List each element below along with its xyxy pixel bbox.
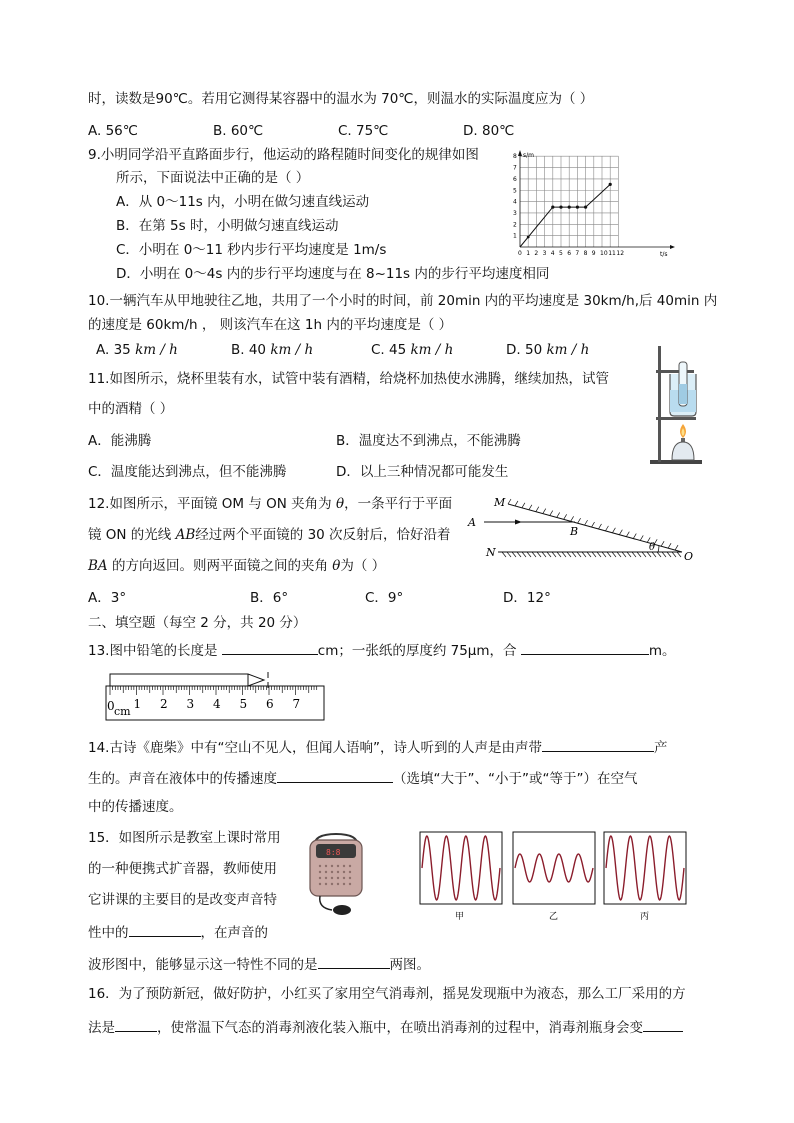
- q9-ytick: 8: [513, 153, 517, 161]
- q9-xtick: 0: [518, 250, 522, 257]
- q15-waveforms: [418, 830, 690, 925]
- q10-stem-line2: 的速度是 60km/h ， 则该汽车在这 1h 内的平均速度是（ ）: [88, 317, 453, 333]
- q13-pencil: [110, 674, 264, 686]
- q9-ytick: 7: [513, 164, 517, 172]
- q12-label-m: M: [494, 496, 506, 509]
- q8-option-b: B. 60℃: [213, 123, 264, 139]
- q11-option-c: C．温度能达到沸点，但不能沸腾: [88, 464, 287, 480]
- q15-line1: 15．如图所示是教室上课时常用: [88, 830, 281, 846]
- q10-option-c: C. 45 km / h: [371, 342, 454, 358]
- q9-option-c: C．小明在 0～11 秒内步行平均速度是 1m/s: [116, 242, 387, 258]
- q16-blank-method[interactable]: [115, 1017, 157, 1032]
- q13-ruler-zero: 0: [107, 699, 115, 713]
- q9-ytick: 6: [513, 175, 517, 183]
- q9-xtick: 9: [591, 250, 596, 257]
- q13-ruler-unit: cm: [114, 705, 131, 718]
- q13-ruler-label: 5: [239, 697, 248, 711]
- q9-graph-line: [520, 184, 610, 247]
- q15-wave-label-yi: 乙: [549, 912, 559, 922]
- q10-option-d: D. 50 km / h: [506, 342, 590, 358]
- q13-ruler-label: 3: [186, 697, 195, 711]
- q12-label-o: O: [684, 550, 694, 563]
- q12-mirror-diagram: [460, 490, 700, 565]
- q13-ruler-label: 1: [133, 697, 142, 711]
- q13-stem: 13.图中铅笔的长度是 cm；一张纸的厚度约 75μm，合 m。: [88, 640, 676, 660]
- q9-ytick: 1: [513, 232, 517, 240]
- q12-label-b: B: [570, 525, 579, 538]
- q9-xtick: 4: [550, 250, 555, 257]
- q11-option-d: D．以上三种情况都可能发生: [336, 464, 509, 480]
- q10-option-a: A. 35 km / h: [96, 342, 178, 358]
- q12-option-b: B．6°: [250, 590, 289, 606]
- q13-pencil-ruler: [100, 664, 330, 724]
- q9-ytick: 3: [513, 209, 517, 217]
- q15-wave-yi: [515, 854, 593, 882]
- q9-ytick: 5: [513, 187, 517, 195]
- q12-label-theta: θ: [649, 542, 656, 553]
- q9-xtick: 12: [616, 250, 625, 257]
- q14-blank-speed[interactable]: [277, 768, 393, 783]
- q8-option-a: A. 56℃: [88, 123, 138, 139]
- q15-line3: 它讲课的主要目的是改变声音特: [88, 892, 277, 908]
- q9-xtick: 8: [583, 250, 588, 257]
- q12-option-c: C．9°: [365, 590, 404, 606]
- q11-stem-line1: 11.如图所示，烧杯里装有水，试管中装有酒精，给烧杯加热使水沸腾，继续加热，试管: [88, 371, 609, 387]
- q15-wave-label-bing: 丙: [640, 912, 650, 922]
- q13-ruler-label: 2: [160, 697, 168, 711]
- q9-xtick: 1: [526, 250, 531, 257]
- q9-graph-ylabel: s/m: [523, 152, 534, 159]
- q9-option-b: B．在第 5s 时，小明做匀速直线运动: [116, 218, 339, 234]
- q15-line5: 波形图中，能够显示这一特性不同的是 两图。: [88, 954, 430, 974]
- q9-xtick: 3: [542, 250, 547, 257]
- q14-line2: 生的。声音在液体中的传播速度 （选填“大于”、“小于”或“等于”）在空气: [88, 768, 637, 788]
- svg-text:8:8: 8:8: [326, 848, 341, 857]
- q12-label-n: N: [486, 546, 496, 559]
- q9-ytick: 4: [513, 198, 517, 206]
- q13-ruler-label: 7: [292, 697, 301, 711]
- q8-option-d: D. 80℃: [463, 123, 515, 139]
- q15-wave-jia: [422, 836, 500, 900]
- q16-line1: 16．为了预防新冠，做好防护，小红买了家用空气消毒剂，摇晃发现瓶中为液态，那么工厂采用的方: [88, 986, 686, 1002]
- q15-wave-bing: [606, 836, 684, 900]
- q11-option-b: B．温度达不到沸点，不能沸腾: [336, 433, 521, 449]
- q12-option-a: A．3°: [88, 590, 127, 606]
- q15-blank-characteristic[interactable]: [129, 922, 201, 937]
- q9-xtick: 5: [559, 250, 563, 257]
- q11-beaker-apparatus: [646, 344, 706, 466]
- q15-line4: 性中的 ，在声音的: [88, 922, 268, 942]
- q9-distance-time-graph: [510, 148, 680, 260]
- q13-blank-length[interactable]: [222, 640, 318, 655]
- q8-option-c: C. 75℃: [338, 123, 389, 139]
- q9-stem-line2: 所示，下面说法中正确的是（ ）: [116, 170, 310, 186]
- q8-stem-tail: 时，读数是90℃。若用它测得某容器中的温水为 70℃，则温水的实际温度应为（ ）: [88, 91, 594, 107]
- q9-xtick: 11: [608, 250, 616, 257]
- q15-line2: 的一种便携式扩音器，教师使用: [88, 861, 277, 877]
- q13-blank-thickness[interactable]: [521, 640, 649, 655]
- q12-option-d: D．12°: [503, 590, 551, 606]
- q9-xtick: 6: [567, 250, 572, 257]
- q9-xtick: 7: [575, 250, 580, 257]
- q16-blank-change[interactable]: [643, 1017, 683, 1032]
- section2-title: 二、填空题（每空 2 分，共 20 分）: [88, 615, 307, 631]
- q9-ytick: 2: [513, 221, 517, 229]
- q12-stem-line3: BA 的方向返回。则两平面镜之间的夹角 θ为（ ）: [88, 558, 386, 574]
- q15-wave-label-jia: 甲: [455, 912, 465, 922]
- q9-graph-xlabel: t/s: [660, 251, 668, 258]
- q9-xtick: 10: [600, 250, 608, 257]
- q11-stem-line2: 中的酒精（ ）: [88, 401, 174, 417]
- q14-line1: 14.古诗《鹿柴》中有“空山不见人，但闻人语响”，诗人听到的人声是由声带 产: [88, 737, 667, 757]
- q9-xtick: 2: [534, 250, 539, 257]
- q14-line3: 中的传播速度。: [88, 799, 183, 815]
- q9-option-d: D．小明在 0～4s 内的步行平均速度与在 8~11s 内的步行平均速度相同: [116, 266, 550, 282]
- q11-option-a: A．能沸腾: [88, 433, 152, 449]
- q12-stem-line1: 12.如图所示，平面镜 OM 与 ON 夹角为 θ，一条平行于平面: [88, 496, 453, 512]
- q16-line2: 法是 ，使常温下气态的消毒剂液化装入瓶中，在喷出消毒剂的过程中，消毒剂瓶身会变: [88, 1017, 683, 1037]
- q9-option-a: A．从 0～11s 内，小明在做匀速直线运动: [116, 194, 370, 210]
- q13-ruler-label: 6: [266, 697, 274, 711]
- q15-amplifier-icon: [300, 830, 372, 918]
- q15-blank-figures[interactable]: [318, 954, 390, 969]
- q10-stem-line1: 10.一辆汽车从甲地驶往乙地，共用了一个小时的时间，前 20min 内的平均速度是 30km/h,后 40min 内: [88, 293, 718, 309]
- q10-option-b: B. 40 km / h: [231, 342, 314, 358]
- q13-ruler-label: 4: [213, 697, 221, 711]
- q9-stem-line1: 9.小明同学沿平直路面步行，他运动的路程随时间变化的规律如图: [88, 147, 479, 163]
- q12-stem-line2: 镜 ON 的光线 AB经过两个平面镜的 30 次反射后，恰好沿着: [88, 527, 451, 543]
- q14-blank-source[interactable]: [542, 737, 654, 752]
- q12-label-a: A: [468, 516, 476, 529]
